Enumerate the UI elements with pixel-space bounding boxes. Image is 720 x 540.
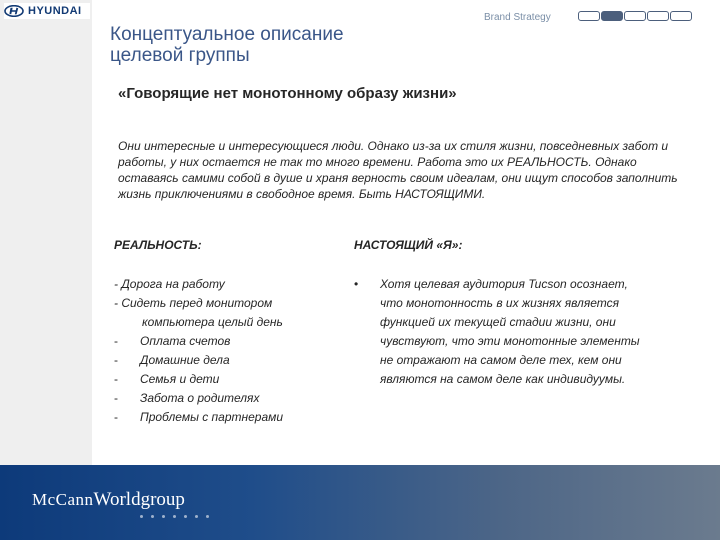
dot <box>151 515 154 518</box>
brand-strategy-label: Brand Strategy <box>484 12 551 23</box>
list-item <box>114 332 344 351</box>
list-marker: - <box>114 410 118 424</box>
mccann-worldgroup-logo <box>32 489 185 511</box>
logo-wordmark: HYUNDAI <box>28 5 82 17</box>
list-item-text: Забота о родителях <box>140 391 260 405</box>
dot <box>162 515 165 518</box>
list-item <box>114 408 344 427</box>
real-self-column <box>354 236 659 389</box>
quote-title: «Говорящие нет монотонному образу жизни» <box>118 85 457 102</box>
list-item-text: Семья и дети <box>140 372 220 386</box>
dot <box>173 515 176 518</box>
real-self-text: Хотя целевая аудитория Tucson осознает, что монотонность в их жизнях является функцией их текущей стадии жизни, они чувствуют, что эти монотонные элементы не отражают на самом деле тех, кем они являются на самом деле как индивидуумы. <box>380 277 640 386</box>
list-item-text: Домашние дела <box>140 353 230 367</box>
dot <box>206 515 209 518</box>
logo-mccann: McCann <box>32 490 94 509</box>
list-item <box>114 351 344 370</box>
progress-step-current <box>601 11 623 21</box>
list-item-text: Проблемы с партнерами <box>140 410 284 424</box>
logo-worldgroup: Worldgroup <box>93 489 185 510</box>
progress-step <box>624 11 646 21</box>
hyundai-emblem-icon <box>4 5 24 17</box>
list-item <box>114 389 344 408</box>
list-item <box>354 275 659 389</box>
real-self-heading: НАСТОЯЩИЙ «Я»: <box>354 238 463 252</box>
progress-step <box>647 11 669 21</box>
hyundai-logo <box>4 3 90 19</box>
list-marker: - <box>114 353 118 367</box>
dot <box>140 515 143 518</box>
list-marker: - <box>114 391 118 405</box>
intro-paragraph: Они интересные и интересующиеся люди. Однако из-за их стиля жизни, повседневных забот и работы, у них остается не так то много времени. Работа это их РЕАЛЬНОСТЬ. Однако оставаясь самими собой в душе и храня верность своим идеалам, они ищут способов заполнить жизнь приключениями в свободное время. Быть НАСТОЯЩИМИ. <box>118 139 678 201</box>
list-item <box>114 370 344 389</box>
slide-title: Концептуальное описание целевой группы <box>110 24 344 66</box>
section-progress-tracker <box>578 11 692 21</box>
reality-line-monitor: - Сидеть перед монитором <box>114 296 273 310</box>
progress-step <box>578 11 600 21</box>
dot <box>195 515 198 518</box>
reality-column <box>114 236 344 427</box>
reality-line-monitor-cont: компьютера целый день <box>142 315 283 329</box>
dot <box>184 515 187 518</box>
decorative-dots <box>140 515 209 518</box>
list-marker: - <box>114 372 118 386</box>
footer-bar <box>0 465 720 540</box>
left-sidebar-strip <box>0 0 92 465</box>
progress-step <box>670 11 692 21</box>
bullet-marker: • <box>354 277 359 291</box>
reality-heading: РЕАЛЬНОСТЬ: <box>114 238 202 252</box>
reality-line-commute: - Дорога на работу <box>114 277 225 291</box>
list-marker: - <box>114 334 118 348</box>
list-item-text: Оплата счетов <box>140 334 231 348</box>
